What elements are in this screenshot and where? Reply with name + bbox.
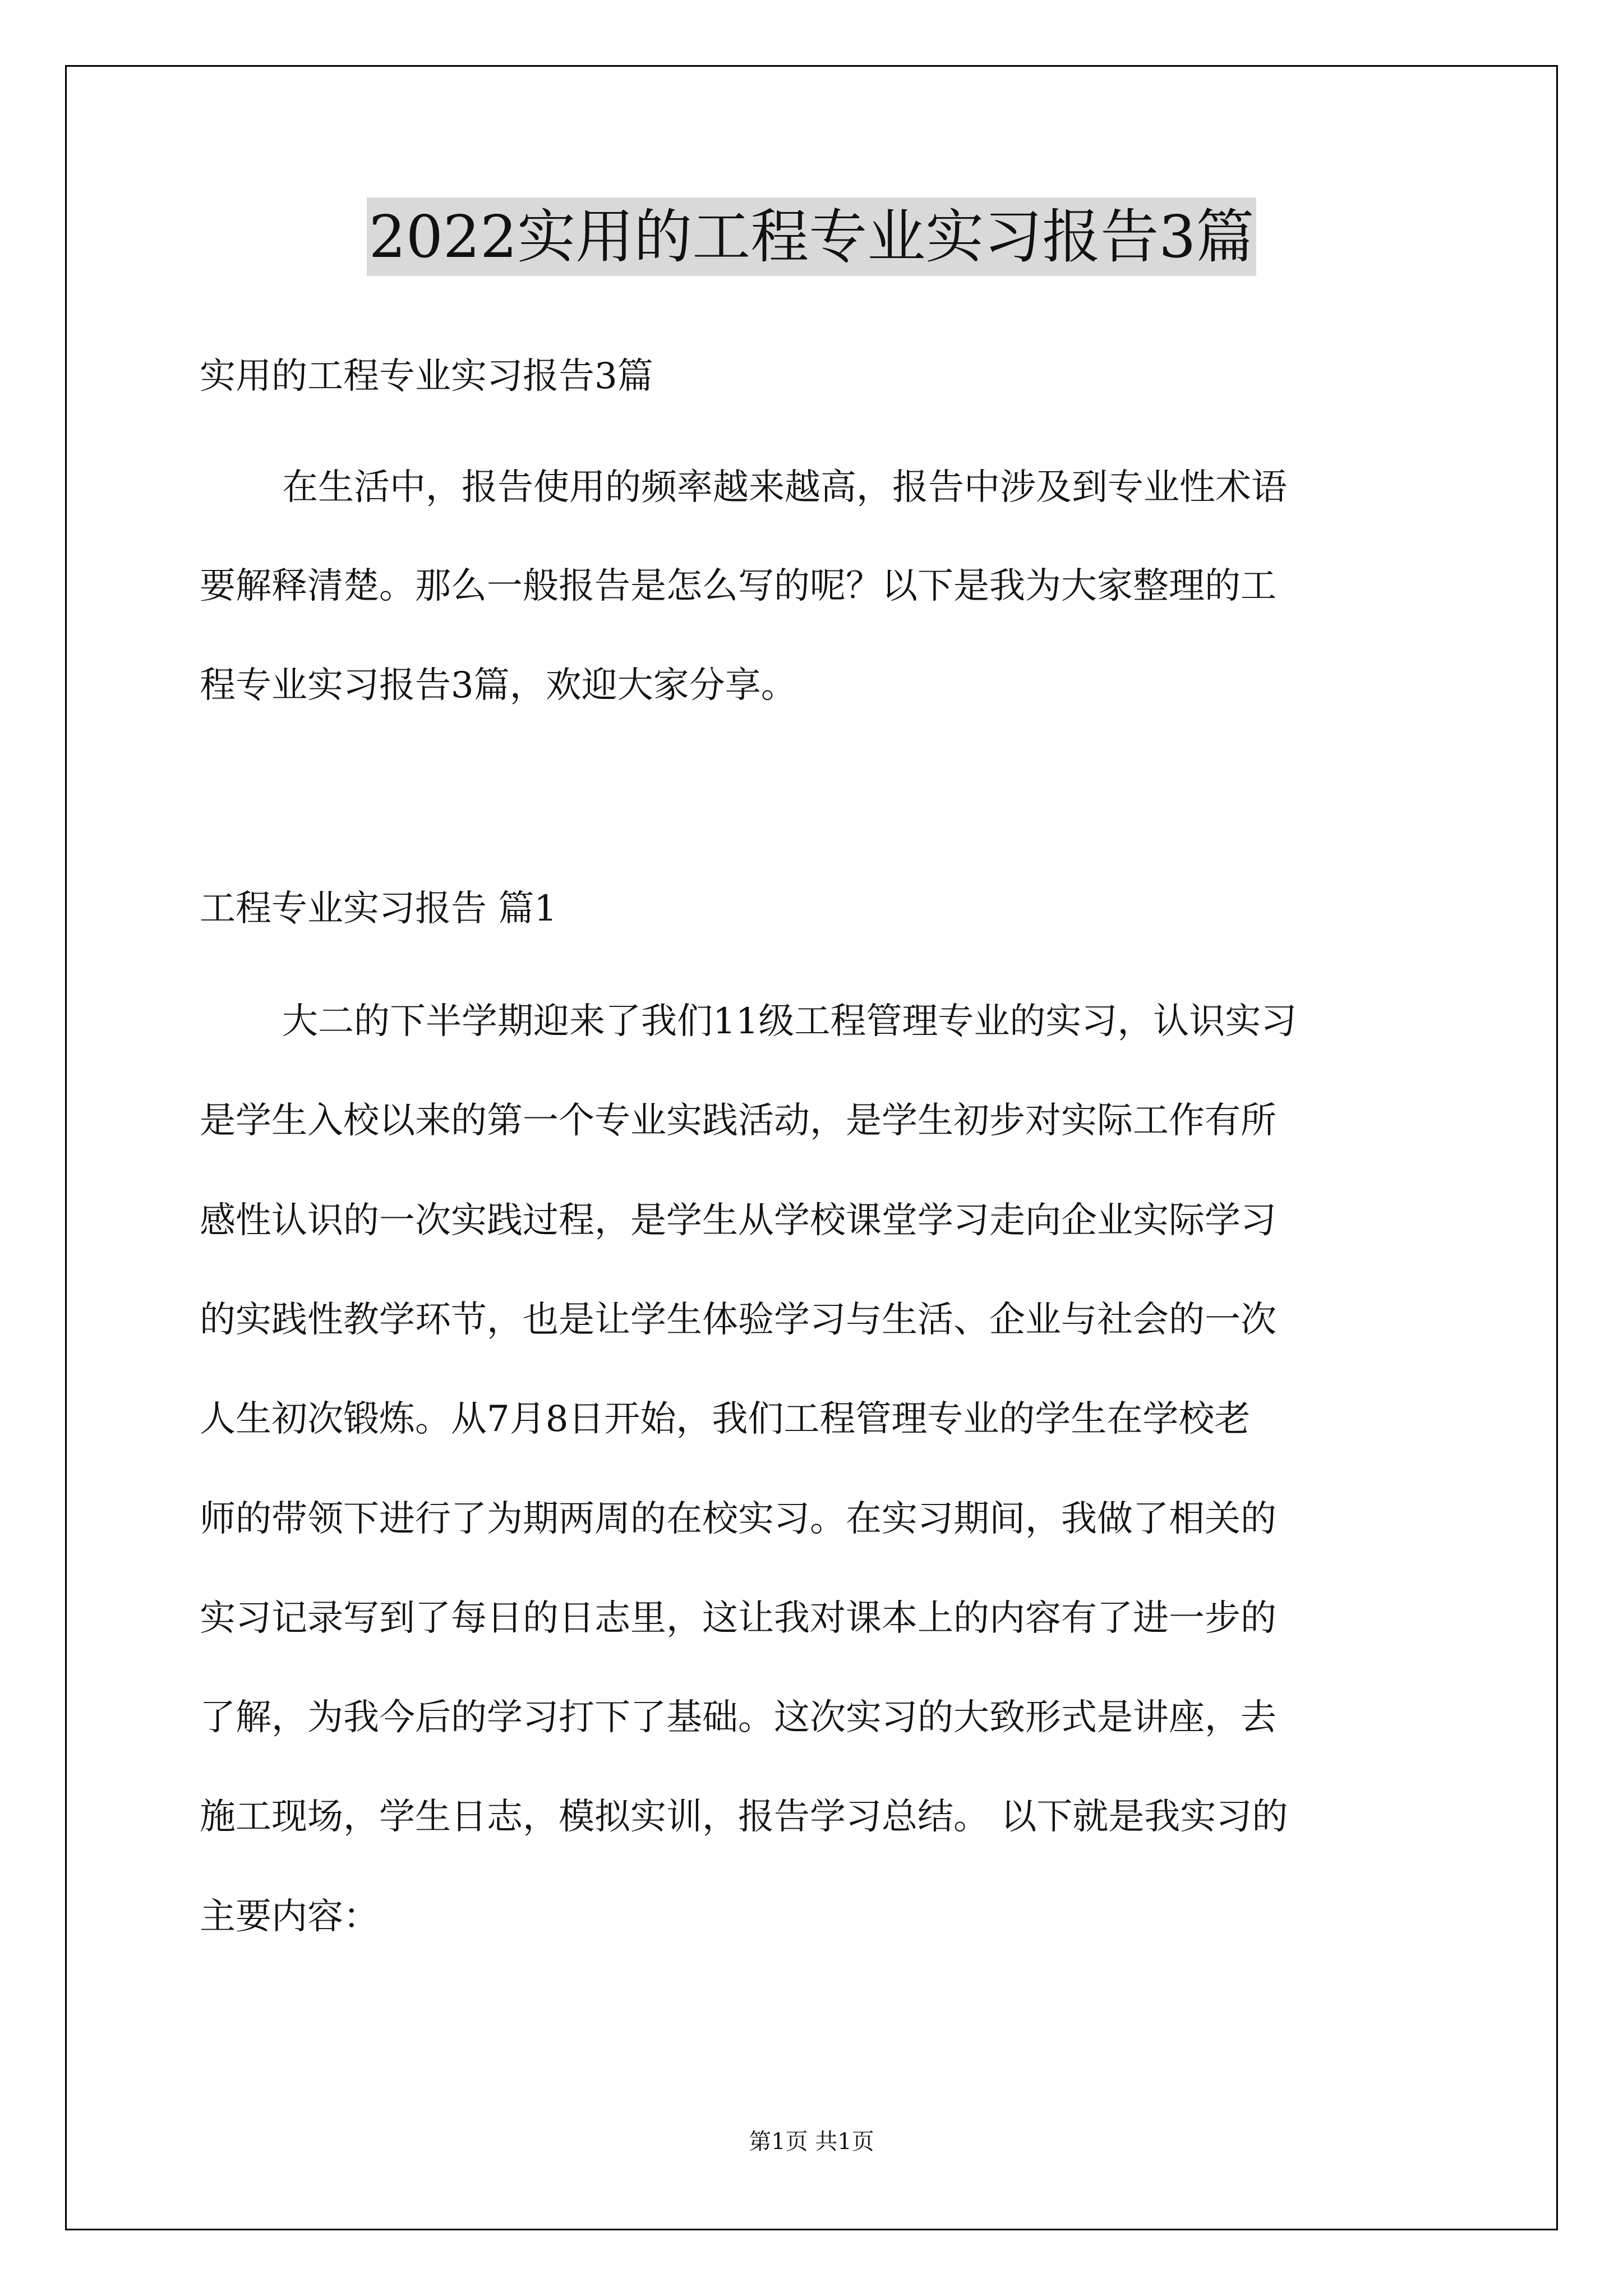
body-line-8: 了解，为我今后的学习打下了基础。这次实习的大致形式是讲座，去 <box>200 1697 1276 1738</box>
body-line-1: 大二的下半学期迎来了我们11级工程管理专业的实习，认识实习 <box>282 1001 1297 1042</box>
title-container <box>0 197 1623 276</box>
body-line-10: 主要内容： <box>200 1896 379 1938</box>
section-heading: 工程专业实习报告 篇1 <box>200 888 557 930</box>
intro-line-1: 在生活中，报告使用的频率越来越高，报告中涉及到专业性术语 <box>282 467 1287 508</box>
body-line-2: 是学生入校以来的第一个专业实践活动，是学生初步对实际工作有所 <box>200 1100 1276 1142</box>
document-subtitle: 实用的工程专业实习报告3篇 <box>200 356 653 397</box>
body-line-4: 的实践性教学环节，也是让学生体验学习与生活、企业与社会的一次 <box>200 1299 1276 1341</box>
intro-line-3: 程专业实习报告3篇，欢迎大家分享。 <box>200 665 797 706</box>
body-line-9: 施工现场，学生日志，模拟实训，报告学习总结。 以下就是我实习的 <box>200 1796 1288 1838</box>
intro-line-2: 要解释清楚。那么一般报告是怎么写的呢？以下是我为大家整理的工 <box>200 565 1276 607</box>
body-line-6: 师的带领下进行了为期两周的在校实习。在实习期间，我做了相关的 <box>200 1498 1276 1540</box>
page-footer: 第1页 共1页 <box>749 2129 874 2155</box>
body-line-5: 人生初次锻炼。从7月8日开始，我们工程管理专业的学生在学校老 <box>200 1398 1251 1440</box>
body-line-7: 实习记录写到了每日的日志里，这让我对课本上的内容有了进一步的 <box>200 1598 1276 1639</box>
document-title: 2022实用的工程专业实习报告3篇 <box>367 197 1257 276</box>
body-line-3: 感性认识的一次实践过程，是学生从学校课堂学习走向企业实际学习 <box>200 1200 1276 1241</box>
